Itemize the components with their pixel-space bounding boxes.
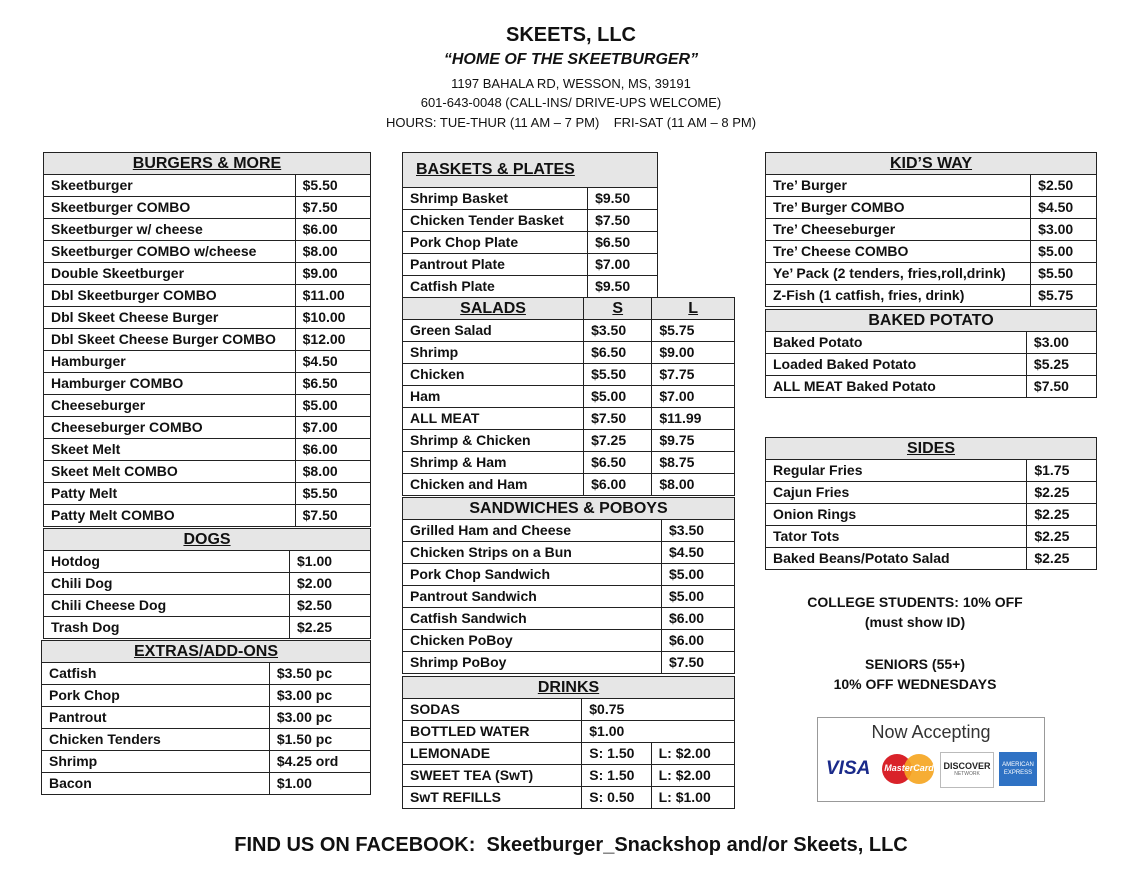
sides-item-name: Cajun Fries [766,482,1027,504]
burgers-item-price: $5.50 [295,483,370,505]
baskets-row [403,254,658,276]
extras-item-price: $3.00 pc [269,707,370,729]
burgers-item-price: $4.50 [295,351,370,373]
burgers-item-price: $7.00 [295,417,370,439]
kids-row [766,285,1097,307]
kids-item-name: Tre’ Cheeseburger [766,219,1031,241]
kids-item-name: Ye’ Pack (2 tenders, fries,roll,drink) [766,263,1031,285]
salads-item-price: $7.50 [584,408,652,430]
hours: HOURS: TUE-THUR (11 AM – 7 PM) FRI-SAT (11 AM – 8 PM) [385,115,757,130]
burgers-row [44,461,371,483]
sandwiches-item-name: Chicken Strips on a Bun [403,542,662,564]
extras-item-price: $3.50 pc [269,663,370,685]
sides-item-name: Onion Rings [766,504,1027,526]
sandwiches-row [403,564,735,586]
baskets-table [402,152,658,298]
burgers-item-price: $11.00 [295,285,370,307]
burgers-item-price: $7.50 [295,197,370,219]
drinks-row [403,787,735,809]
potato-item-name: Baked Potato [766,332,1027,354]
salads-item-name: Ham [403,386,584,408]
burgers-item-name: Hamburger [44,351,296,373]
burgers-item-price: $10.00 [295,307,370,329]
extras-item-name: Shrimp [42,751,270,773]
dogs-item-price: $2.00 [290,573,371,595]
burgers-item-price: $9.00 [295,263,370,285]
salads-small-header: S [584,298,652,320]
dogs-row [44,617,371,639]
burgers-item-price: $7.50 [295,505,370,527]
burgers-item-name: Cheeseburger COMBO [44,417,296,439]
sides-title: SIDES [766,438,1097,460]
drinks-item-price-large: L: $2.00 [651,765,734,787]
sandwiches-row [403,608,735,630]
potato-row [766,376,1097,398]
sandwiches-item-name: Pork Chop Sandwich [403,564,662,586]
salads-item-price-large: $8.75 [652,452,735,474]
salads-item-price-large: $5.75 [652,320,735,342]
burgers-row [44,219,371,241]
extras-row [42,729,371,751]
kids-row [766,219,1097,241]
extras-table [41,640,371,795]
visa-logo: VISA [826,758,871,779]
salads-row [403,320,735,342]
baskets-title: BASKETS & PLATES [403,153,658,188]
burgers-item-price: $6.00 [295,219,370,241]
drinks-item-price: S: 0.50 [582,787,651,809]
salads-item-name: Chicken and Ham [403,474,584,496]
kids-item-price: $3.00 [1031,219,1097,241]
drinks-item-price-large: L: $1.00 [651,787,734,809]
burgers-title: BURGERS & MORE [44,153,371,175]
salads-item-name: ALL MEAT [403,408,584,430]
kids-row [766,241,1097,263]
college-discount-line1: COLLEGE STUDENTS: 10% OFF [807,594,1023,610]
address: 1197 BAHALA RD, WESSON, MS, 39191 [451,76,691,91]
burgers-item-name: Skeetburger COMBO [44,197,296,219]
salads-item-name: Chicken [403,364,584,386]
sides-table [765,437,1097,570]
salads-item-price: $5.50 [584,364,652,386]
sides-item-name: Regular Fries [766,460,1027,482]
kids-item-price: $5.00 [1031,241,1097,263]
potato-item-price: $5.25 [1026,354,1096,376]
dogs-item-price: $2.25 [290,617,371,639]
baskets-row [403,188,658,210]
extras-row [42,663,371,685]
burgers-row [44,505,371,527]
kids-row [766,175,1097,197]
burgers-item-name: Patty Melt [44,483,296,505]
sandwiches-item-name: Shrimp PoBoy [403,652,662,674]
drinks-item-price-large: L: $2.00 [651,743,734,765]
salads-item-price-large: $7.00 [652,386,735,408]
sides-item-price: $1.75 [1027,460,1097,482]
sandwiches-table [402,497,735,674]
sandwiches-item-price: $7.50 [662,652,735,674]
burgers-row [44,395,371,417]
drinks-table [402,676,735,809]
kids-row [766,263,1097,285]
dogs-item-name: Trash Dog [44,617,290,639]
potato-row [766,354,1097,376]
kids-row [766,197,1097,219]
sides-item-price: $2.25 [1027,504,1097,526]
potato-table [765,309,1097,398]
burgers-row [44,307,371,329]
salads-item-price: $6.00 [584,474,652,496]
dogs-row [44,595,371,617]
burgers-item-name: Dbl Skeet Cheese Burger COMBO [44,329,296,351]
college-discount-line2: (must show ID) [864,614,966,630]
kids-item-name: Tre’ Burger COMBO [766,197,1031,219]
sandwiches-title: SANDWICHES & POBOYS [403,498,735,520]
burgers-item-name: Skeet Melt [44,439,296,461]
burgers-table [43,152,371,527]
salads-item-price-large: $8.00 [652,474,735,496]
drinks-item-name: SWEET TEA (SwT) [403,765,582,787]
salads-item-price: $6.50 [584,452,652,474]
burgers-row [44,175,371,197]
sides-row [766,548,1097,570]
burgers-row [44,373,371,395]
kids-item-name: Tre’ Burger [766,175,1031,197]
extras-row [42,773,371,795]
baskets-row [403,276,658,298]
burgers-row [44,351,371,373]
burgers-item-price: $8.00 [295,461,370,483]
sandwiches-item-price: $5.00 [662,586,735,608]
drinks-row [403,721,735,743]
salads-row [403,474,735,496]
kids-item-name: Z-Fish (1 catfish, fries, drink) [766,285,1031,307]
discover-logo [940,752,994,788]
burgers-item-name: Dbl Skeet Cheese Burger [44,307,296,329]
sandwiches-item-price: $3.50 [662,520,735,542]
burgers-row [44,483,371,505]
kids-item-price: $5.50 [1031,263,1097,285]
sandwiches-item-price: $6.00 [662,608,735,630]
mastercard-logo [880,752,938,786]
kids-table [765,152,1097,307]
extras-item-price: $1.50 pc [269,729,370,751]
burgers-item-price: $5.50 [295,175,370,197]
salads-item-price: $5.00 [584,386,652,408]
salads-table [402,297,735,496]
potato-item-name: Loaded Baked Potato [766,354,1027,376]
salads-item-price: $7.25 [584,430,652,452]
salads-row [403,364,735,386]
baskets-item-name: Pantrout Plate [403,254,588,276]
sides-item-name: Tator Tots [766,526,1027,548]
sandwiches-row [403,630,735,652]
drinks-title: DRINKS [403,677,735,699]
restaurant-name: SKEETS, LLC [505,24,636,46]
phone: 601-643-0048 (CALL-INS/ DRIVE-UPS WELCOME) [420,95,722,110]
burgers-item-name: Skeetburger COMBO w/cheese [44,241,296,263]
drinks-item-price: S: 1.50 [582,765,651,787]
burgers-item-name: Skeetburger [44,175,296,197]
sandwiches-item-name: Catfish Sandwich [403,608,662,630]
drinks-row [403,765,735,787]
discover-label: DISCOVER [943,761,991,771]
senior-discount-line1: SENIORS (55+) [865,656,965,672]
senior-discount [765,656,1065,692]
burgers-row [44,417,371,439]
baskets-item-name: Pork Chop Plate [403,232,588,254]
salads-item-price-large: $7.75 [652,364,735,386]
dogs-title: DOGS [44,529,371,551]
salads-row [403,386,735,408]
extras-item-price: $4.25 ord [269,751,370,773]
extras-item-name: Chicken Tenders [42,729,270,751]
salads-row [403,430,735,452]
extras-item-name: Pantrout [42,707,270,729]
extras-item-price: $3.00 pc [269,685,370,707]
potato-item-price: $7.50 [1026,376,1096,398]
salads-large-header: L [652,298,735,320]
sides-row [766,526,1097,548]
extras-row [42,707,371,729]
dogs-item-price: $1.00 [290,551,371,573]
sandwiches-item-name: Pantrout Sandwich [403,586,662,608]
sides-row [766,504,1097,526]
potato-item-name: ALL MEAT Baked Potato [766,376,1027,398]
burgers-row [44,329,371,351]
sandwiches-item-price: $4.50 [662,542,735,564]
kids-title: KID’S WAY [766,153,1097,175]
salads-item-name: Shrimp [403,342,584,364]
payment-title: Now Accepting [871,722,991,742]
tagline: “HOME OF THE SKEETBURGER” [443,51,699,68]
sandwiches-item-name: Grilled Ham and Cheese [403,520,662,542]
drinks-item-name: SODAS [403,699,582,721]
burgers-item-name: Double Skeetburger [44,263,296,285]
baskets-row [403,210,658,232]
extras-item-name: Catfish [42,663,270,685]
extras-item-price: $1.00 [269,773,370,795]
sides-row [766,482,1097,504]
salads-item-name: Green Salad [403,320,584,342]
facebook-footer: FIND US ON FACEBOOK: Skeetburger_Snackshop and/or Skeets, LLC [234,834,908,856]
kids-item-price: $2.50 [1031,175,1097,197]
baskets-item-price: $7.00 [588,254,658,276]
baskets-item-price: $9.50 [588,276,658,298]
salads-title: SALADS [403,298,584,320]
baskets-row [403,232,658,254]
extras-item-name: Pork Chop [42,685,270,707]
salads-row [403,452,735,474]
drinks-row [403,743,735,765]
burgers-item-name: Dbl Skeetburger COMBO [44,285,296,307]
kids-item-price: $4.50 [1031,197,1097,219]
baskets-item-price: $9.50 [588,188,658,210]
burgers-item-price: $8.00 [295,241,370,263]
dogs-row [44,573,371,595]
senior-discount-line2: 10% OFF WEDNESDAYS [833,676,997,692]
drinks-item-name: SwT REFILLS [403,787,582,809]
drinks-item-price: $0.75 [582,699,735,721]
burgers-row [44,197,371,219]
college-discount [765,594,1065,630]
potato-row [766,332,1097,354]
salads-item-price: $3.50 [584,320,652,342]
burgers-item-name: Skeet Melt COMBO [44,461,296,483]
potato-item-price: $3.00 [1026,332,1096,354]
burgers-row [44,285,371,307]
burgers-row [44,241,371,263]
sides-item-name: Baked Beans/Potato Salad [766,548,1027,570]
baskets-item-name: Shrimp Basket [403,188,588,210]
sandwiches-row [403,586,735,608]
dogs-item-name: Chili Cheese Dog [44,595,290,617]
extras-row [42,685,371,707]
dogs-table [43,528,371,639]
sandwiches-row [403,652,735,674]
sandwiches-item-name: Chicken PoBoy [403,630,662,652]
sides-item-price: $2.25 [1027,482,1097,504]
extras-item-name: Bacon [42,773,270,795]
kids-item-name: Tre’ Cheese COMBO [766,241,1031,263]
burgers-item-price: $12.00 [295,329,370,351]
dogs-item-price: $2.50 [290,595,371,617]
burgers-item-price: $6.50 [295,373,370,395]
burgers-item-price: $5.00 [295,395,370,417]
sandwiches-row [403,520,735,542]
burgers-row [44,439,371,461]
sandwiches-item-price: $6.00 [662,630,735,652]
sandwiches-row [403,542,735,564]
potato-title: BAKED POTATO [766,310,1097,332]
burgers-item-name: Skeetburger w/ cheese [44,219,296,241]
sides-item-price: $2.25 [1027,526,1097,548]
drinks-row [403,699,735,721]
drinks-item-name: BOTTLED WATER [403,721,582,743]
burgers-row [44,263,371,285]
discover-sub: NETWORK [954,771,980,777]
salads-item-price-large: $11.99 [652,408,735,430]
payment-box [817,717,1045,802]
salads-item-name: Shrimp & Ham [403,452,584,474]
sides-row [766,460,1097,482]
sandwiches-item-price: $5.00 [662,564,735,586]
dogs-item-name: Chili Dog [44,573,290,595]
dogs-row [44,551,371,573]
salads-row [403,342,735,364]
baskets-item-price: $7.50 [588,210,658,232]
amex-logo: AMERICAN EXPRESS [999,752,1037,786]
salads-item-price: $6.50 [584,342,652,364]
mastercard-label: MasterCard [884,763,934,773]
extras-title: EXTRAS/ADD-ONS [42,641,371,663]
salads-row [403,408,735,430]
drinks-item-name: LEMONADE [403,743,582,765]
salads-item-price-large: $9.75 [652,430,735,452]
drinks-item-price: S: 1.50 [582,743,651,765]
baskets-item-name: Catfish Plate [403,276,588,298]
dogs-item-name: Hotdog [44,551,290,573]
salads-item-name: Shrimp & Chicken [403,430,584,452]
kids-item-price: $5.75 [1031,285,1097,307]
burgers-item-name: Cheeseburger [44,395,296,417]
drinks-item-price: $1.00 [582,721,735,743]
burgers-item-price: $6.00 [295,439,370,461]
burgers-item-name: Patty Melt COMBO [44,505,296,527]
baskets-item-name: Chicken Tender Basket [403,210,588,232]
sides-item-price: $2.25 [1027,548,1097,570]
baskets-item-price: $6.50 [588,232,658,254]
salads-item-price-large: $9.00 [652,342,735,364]
burgers-item-name: Hamburger COMBO [44,373,296,395]
extras-row [42,751,371,773]
